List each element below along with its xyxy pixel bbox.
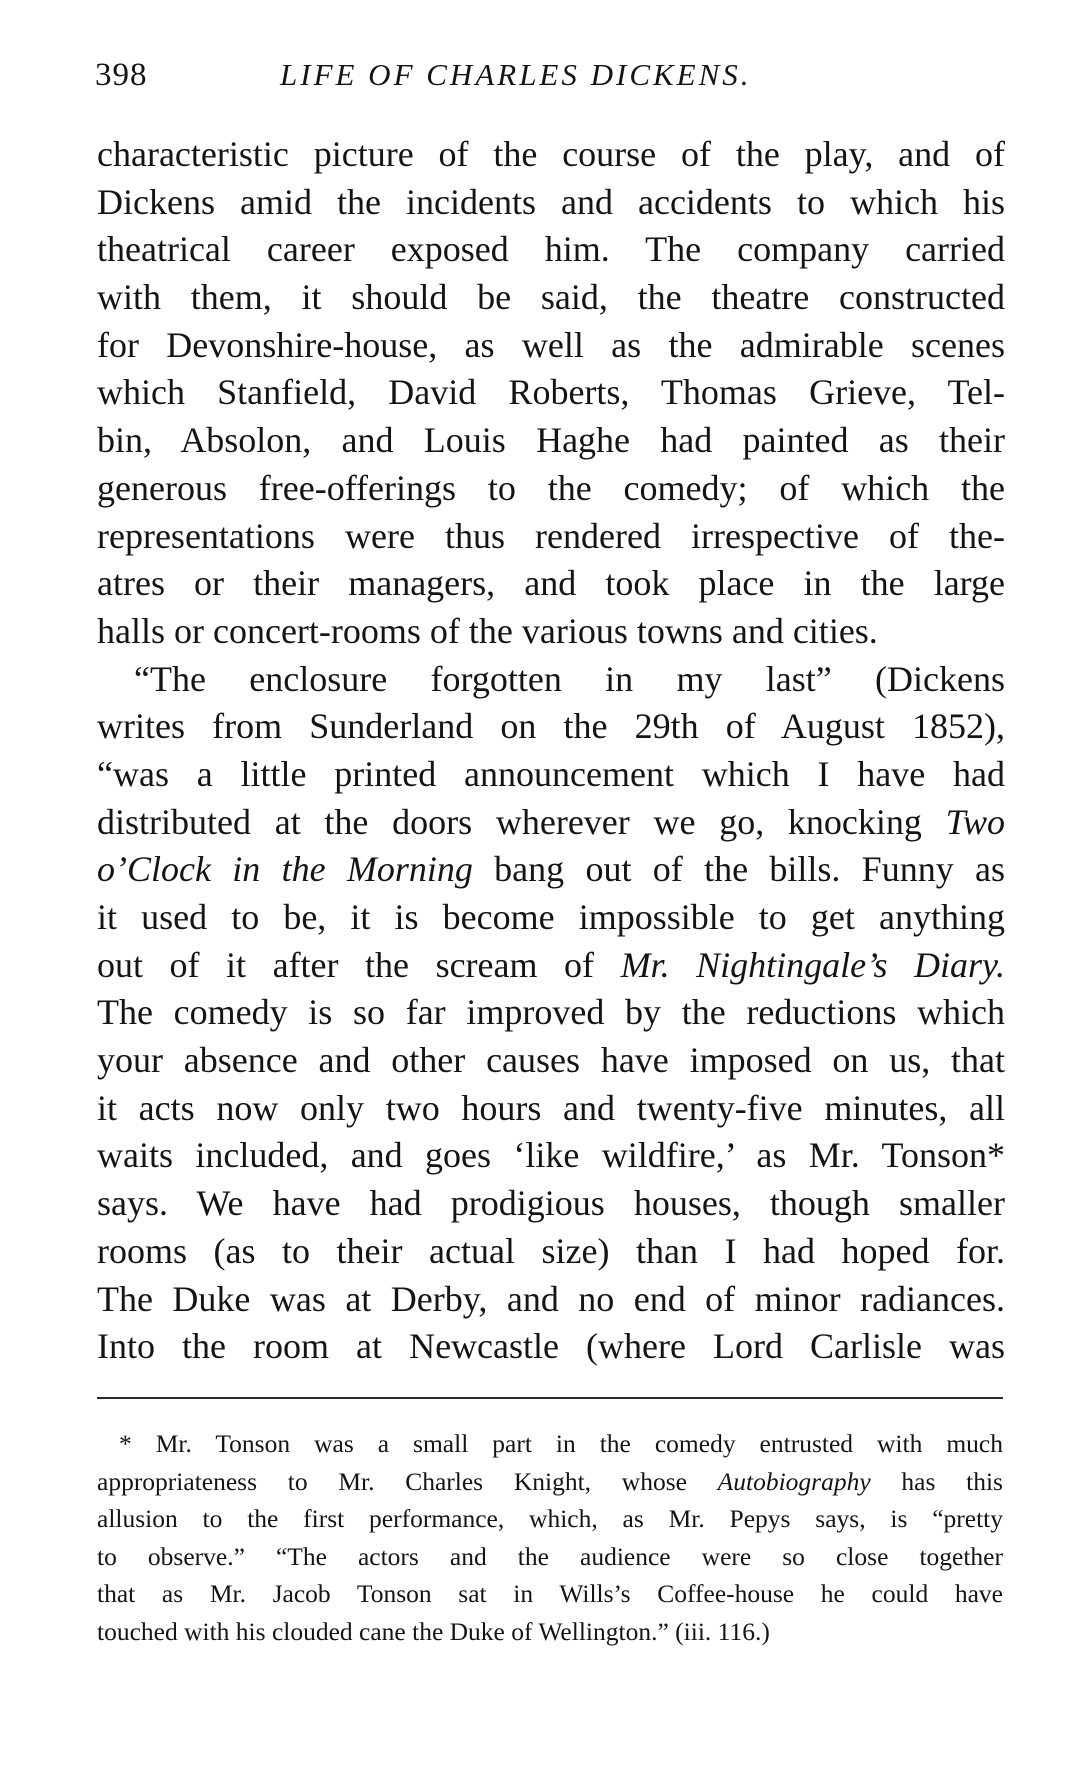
text-line	[97, 846, 1005, 894]
text-line: for Devonshire-house, as well as the admirable scenes	[97, 324, 1005, 365]
text-line: The comedy is so far improved by the reductions which	[97, 992, 1005, 1033]
footnote-line: * Mr. Tonson was a small part in the comedy entrusted with much	[119, 1429, 1003, 1458]
text-line: writes from Sunderland on the 29th of August 1852),	[97, 706, 1005, 747]
text-line: Dickens amid the incidents and accidents to which his	[97, 181, 1005, 222]
text-line: representations were thus rendered irrespective of the-	[97, 515, 1005, 556]
footnote-line	[97, 1463, 1003, 1501]
footnote-line: allusion to the first performance, which, as Mr. Pepys says, is “pretty	[97, 1504, 1003, 1533]
text-line: it acts now only two hours and twenty-five minutes, all	[97, 1087, 1005, 1128]
text-segment: bang out of the bills. Funny as	[472, 849, 1005, 890]
running-title: LIFE OF CHARLES DICKENS.	[280, 57, 752, 92]
text-line: which Stanfield, David Roberts, Thomas Grieve, Tel-	[97, 372, 1005, 413]
text-line: atres or their managers, and took place in the large	[97, 563, 1005, 604]
text-line: characteristic picture of the course of the play, and of	[97, 134, 1005, 174]
italic-title: Autobiography	[717, 1466, 871, 1496]
text-segment: distributed at the doors wherever we go, knocking	[97, 801, 946, 842]
text-line	[97, 799, 1005, 847]
footnote-line: to observe.” “The actors and the audience were so close together	[97, 1541, 1003, 1571]
footnote	[97, 1425, 1003, 1650]
footnote-line: touched with his clouded cane the Duke of Wellington.” (iii. 116.)	[97, 1616, 770, 1646]
text-line: says. We have had prodigious houses, though smaller	[97, 1183, 1005, 1224]
footnote-divider	[97, 1397, 1003, 1399]
text-line: with them, it should be said, the theatre constructed	[97, 277, 1005, 318]
text-line: halls or concert-rooms of the various towns and cities.	[97, 610, 878, 651]
text-line: generous free-offerings to the comedy; of which the	[97, 467, 1005, 508]
text-line: Into the room at Newcastle (where Lord Carlisle was	[97, 1326, 1005, 1367]
text-segment: appropriateness to Mr. Charles Knight, whose	[97, 1466, 718, 1496]
text-line: rooms (as to their actual size) than I had hoped for.	[97, 1230, 1005, 1271]
running-head	[95, 52, 1005, 98]
text-line: theatrical career exposed him. The company carried	[97, 229, 1005, 270]
body-text	[97, 131, 1005, 1371]
text-line	[97, 942, 1005, 990]
text-line: it used to be, it is become impossible to get anything	[97, 897, 1005, 937]
footnote-line: that as Mr. Jacob Tonson sat in Wills’s Coffee-house he could have	[97, 1579, 1003, 1608]
page-number: 398	[95, 57, 148, 93]
text-line: “was a little printed announcement which I have had	[97, 753, 1005, 794]
text-line: waits included, and goes ‘like wildfire,’ as Mr. Tonson*	[97, 1135, 1005, 1176]
italic-title: Two	[945, 801, 1005, 842]
text-line: The Duke was at Derby, and no end of minor radiances.	[97, 1278, 1005, 1319]
text-line: “The enclosure forgotten in my last” (Dickens	[134, 658, 1005, 699]
text-segment: out of it after the scream of	[97, 944, 621, 985]
text-line: bin, Absolon, and Louis Haghe had painted as their	[97, 420, 1005, 461]
italic-title: o’Clock in the Morning	[97, 849, 473, 890]
italic-title: Mr. Nightingale’s Diary.	[620, 944, 1005, 985]
text-line: your absence and other causes have imposed on us, that	[97, 1040, 1005, 1081]
text-segment: has this	[870, 1466, 1003, 1496]
